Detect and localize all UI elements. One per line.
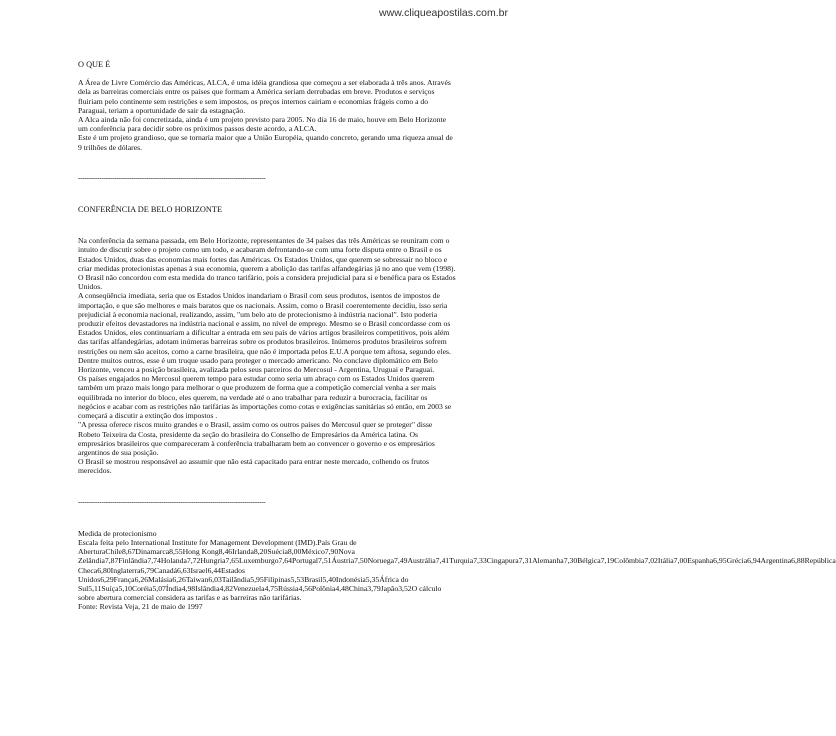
section2-paragraph: Os países engajados no Mercosul querem tempo para estudar como seria um abraço com os Estados Unidos querem também um prazo mais longo para melhorar o que produzem de forma que a competição comercial venha a ser mais equilibrada no interior do bloco, eles querem, na verdade até o ano trabalhar para reduzir a burocracia, facilitar os negócios e acabar com as restrições não tarifárias às importações como cotas e exigências sanitárias só então, em 2003 se começará a discutir a extinção dos impostos . <box>78 374 452 421</box>
section2-paragraph: Na conferência da semana passada, em Belo Horizonte, representantes de 34 países das três Américas se reuniram com o intuito de discutir sobre o projeto como um todo, e acabaram defrontando-se com uma forte disputa entre o Brasil e os Estados Unidos, duas das economias mais fortes das Américas. Os Estados Unidos, que querem se sobressair no bloco e criar medidas protecionistas apenas à sua economia, querem a abolição das tarifas alfandegárias já no ano que vem (1998). O Brasil não concordou com esta medida do tranco tarifário, pois a considera prejudicial para si e benéfica para os Estados Unidos. <box>78 236 456 292</box>
section2-paragraph: "A pressa oferece riscos muito grandes e o Brasil, assim como os outros países do Mercosul quer se proteger" disse Robeto Teixeira da Costa, presidente da seção do brasileira do Conselho de Empresários da América latina. Os empresários brasileiros que compareceram à conferência trabalharam bem ao convencer o governo e os empresários argentinos de sua posição. <box>78 420 435 457</box>
section1-paragraph: A Alca ainda não foi concretizada, ainda é um projeto previsto para 2005. No dia 16 de maio, houve em Belo Horizonte um conferência para decidir sobre os próximos passos deste acordo, a ALCA. <box>78 115 447 134</box>
site-url: www.cliqueapostilas.com.br <box>379 7 508 19</box>
section2-paragraph: A conseqüência imediata, seria que os Estados Unidos inandariam o Brasil com seus produtos, isentos de impostos de importação, e que são melhores e mais baratos que os nacionais. Assim, como o Brasil coerentemente decidiu, isso seria prejudicial à economia nacional, realizando, assim, "um belo ato de protecionismo à indústria nacional". Isto poderia produzir efeitos devastadores na indústria nacional e assim, no nível de emprego. Mesmo se o Brasil concordasse com os Estados Unidos, eles continuariam a dificultar a entrada em seu país de vários artigos brasileiros competitivos, pois além das tarifas alfandegárias, adotam inúmeras barreiras sobre os produtos brasileiros. Inúmeros produtos brasileiros sofrem restrições ou nem são aceitos, como a carne brasileira, que não é importada pelos E.U.A porque tem aftosa, segundo eles. Dentre muitos outros, esse é um truque usado para proteger o mercado americano. No conclave diplomático em Belo Horizonte, venceu a posição brasileira, avalizada pelos seus parceiros do Mercosul - Argentina, Uruguai e Paraguai. <box>78 291 451 375</box>
section1-paragraph: Este é um projeto grandioso, que se tornaria maior que a União Européia, quando concreto, gerando uma riqueza anual de 9 trilhões de dólares. <box>78 133 453 152</box>
divider-line: ---------------------------------------------------------------------------------------- <box>78 173 266 182</box>
section-title-conferencia: CONFERÊNCIA DE BELO HORIZONTE <box>78 205 223 215</box>
section-title-o-que-e: O QUE É <box>78 60 111 69</box>
section1-paragraph: A Área de Livre Comércio das Américas, ALCA, é uma idéia grandiosa que começou a ser elaborada à três anos. Através dela as barreiras comerciais entre os países que formam a América seriam derrubadas em breve. Produtos e serviços fluiriam pelo continente sem restrições e sem impostos, os preços internos cairiam e economias frágeis como a do Paraguai, teriam a oportunidade de sair da estagnação. <box>78 78 451 115</box>
section2-paragraph: O Brasil se mostrou responsável ao assumir que não está capacitado para entrar neste mercado, colhendo os frutos merecidos. <box>78 457 429 476</box>
divider-line: ---------------------------------------------------------------------------------------- <box>78 497 266 506</box>
section-title-medida: Medida de protecionismo <box>78 528 157 538</box>
document-body <box>78 60 836 612</box>
protectionism-table-text: Escala feita pelo International Institute for Management Development (IMD).País Grau de AberturaChile8,67Dinamarca8,55Hong Kong8,46Irlanda8,20Suécia8,00México7,90Nova Zelândia7,87Finlândia7,74Holanda7,72Hungria7,65Luxemburgo7,64Portugal7,51Áustria7,50Noruega7,49Austrália7,41Turquia7,33Cingapura7,31Alemanha7,30Bélgica7,19Colômbia7,02Itália7,00Espanha6,95Grécia6,94Argentina6,88República Checa6,80Inglaterra6,79Canadá6,63Israel6,44Estados Unidos6,29França6,26Malásia6,26Taiwan6,03Tailândia5,95Filipinas5,53Brasil5,40Indonésia5,35África do Sul5,11Suíça5,10Coréia5,07Índia4,98Islândia4,82Venezuela4,75Rússia4,56Polônia4,48China3,79Japão3,52O cálculo sobre abertura comercial considera as tarifas e as barreiras não tarifárias. <box>78 537 836 603</box>
source-line: Fonte: Revista Veja, 21 de maio de 1997 <box>78 602 203 612</box>
